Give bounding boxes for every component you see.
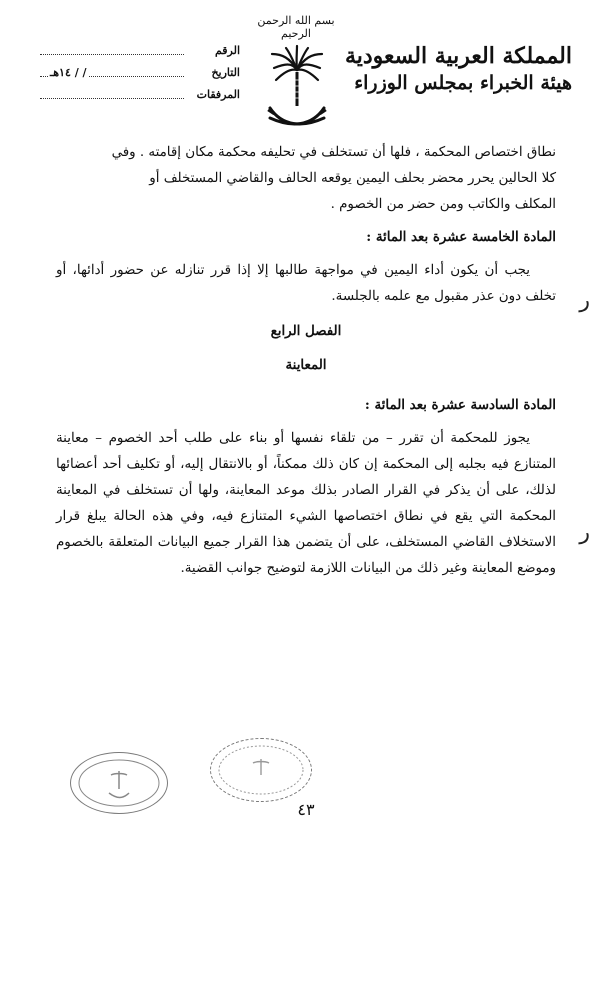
meta-attachments-row	[40, 86, 240, 108]
section-title: المعاينة	[285, 357, 327, 373]
number-line	[40, 54, 184, 55]
article-116-text: يجوز للمحكمة أن تقرر – من تلقاء نفسها أو بناء على طلب أحد الخصوم – معاينة المتنازع فيه بجلبه إلى المحكمة إن كان ذلك ممكناً، أو بالانتقال إليه، أو تكليف أحد أعضائها لذلك، على أن يذكر في القرار الصادر بذلك موعد المعاينة، ولها أن تستخلف في المعاينة المحكمة التي يقع في نطاق اختصاصها الشيء المتنازع فيه، وفي هذه الحالة يبلغ قرار الاستخلاف القاضي المستخلف، على أن يتضمن هذا القرار جميع البيانات المتعلقة بالخصوم وموضع المعاينة وغير ذلك من البيانات اللازمة لتوضيح جوانب القضية.	[56, 431, 556, 576]
organization-header	[344, 42, 572, 96]
meta-number-row	[40, 42, 240, 64]
paragraph-line: كلا الحالين يحرر محضر بحلف اليمين يوقعه الحالف والقاضي المستخلف أو	[149, 171, 556, 186]
seal-emblem-icon	[211, 739, 311, 801]
article-116-heading: المادة السادسة عشرة بعد المائة :	[364, 397, 556, 413]
attachments-label: المرفقات	[196, 88, 240, 101]
margin-mark: ر	[579, 520, 590, 545]
document-body	[56, 140, 556, 582]
official-seal-right	[210, 738, 312, 802]
chapter-title: الفصل الرابع	[270, 323, 342, 339]
date-value: / / ١٤هـ	[50, 66, 87, 79]
page-number: ٤٣	[297, 800, 315, 819]
paragraph-line: نطاق اختصاص المحكمة ، فلها أن تستخلف في تحليفه محكمة مكان إقامته . وفي	[111, 145, 556, 160]
meta-date-row	[40, 64, 240, 86]
number-label: الرقم	[214, 44, 240, 57]
paragraph-line: المكلف والكاتب ومن حضر من الخصوم .	[330, 197, 556, 212]
basmala: بسم الله الرحمن الرحيم	[257, 14, 335, 40]
attachments-line	[40, 98, 184, 99]
article-115-heading: المادة الخامسة عشرة بعد المائة :	[366, 229, 556, 245]
country-name: المملكة العربية السعودية	[344, 43, 572, 69]
saudi-emblem-palm-swords-icon	[262, 40, 332, 136]
organization-name: هيئة الخبراء بمجلس الوزراء	[354, 72, 572, 94]
article-115-text: يجب أن يكون أداء اليمين في مواجهة طالبها إلا إذا قرر تنازله عن حضور أدائها، أو تخلف دون عذر مقبول مع علمه بالجلسة.	[56, 263, 556, 304]
date-label: التاريخ	[211, 66, 240, 79]
letter-meta	[40, 42, 240, 108]
margin-mark: ر	[579, 288, 590, 313]
